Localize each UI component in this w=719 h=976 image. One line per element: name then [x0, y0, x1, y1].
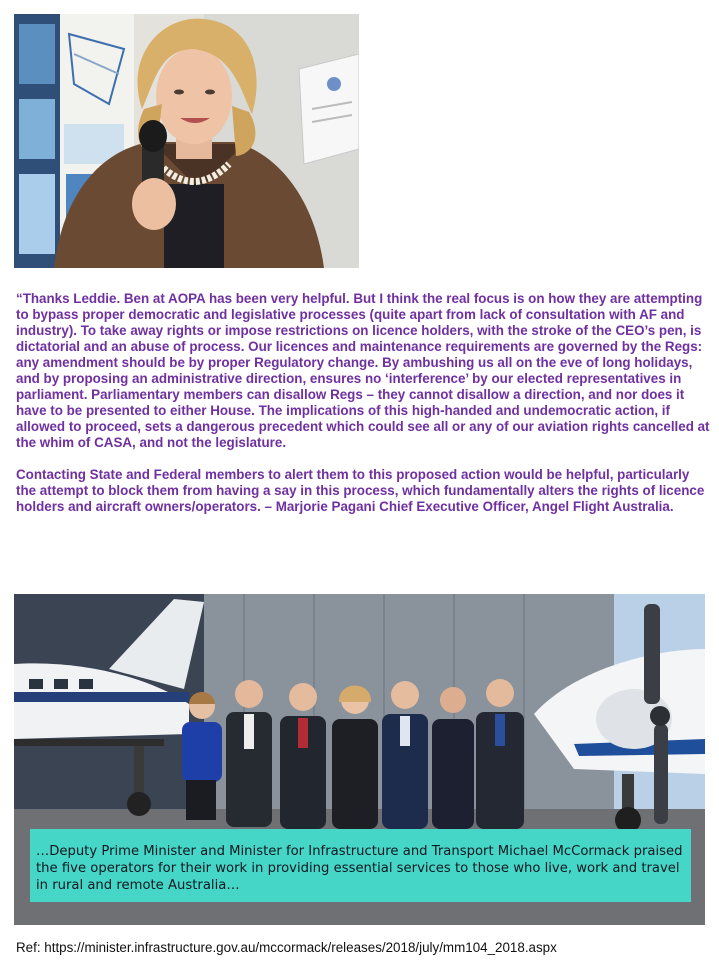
quote-block: [16, 291, 712, 531]
speaker-photo: [14, 14, 359, 268]
quote-paragraph-2: Contacting State and Federal members to alert them to this proposed action would be helpful, particularly the attempt to block them from having a say in this process, which fundamentally alters the rights of licence holders and aircraft owners/operators. – Marjorie Pagani Chief Executive Officer, Angel Flight Australia.: [16, 467, 705, 514]
photo-caption-box: [30, 829, 691, 902]
reference-link[interactable]: Ref: https://minister.infrastructure.gov.au/mccormack/releases/2018/july/mm104_2018.aspx: [16, 940, 557, 955]
photo-caption-text: …Deputy Prime Minister and Minister for Infrastructure and Transport Michael McCormack praised the five operators for their work in providing essential services to those who live, work and travel in rural and remote Australia…: [36, 844, 683, 893]
quote-paragraph-1: “Thanks Leddie. Ben at AOPA has been very helpful. But I think the real focus is on how they are attempting to bypass proper democratic and legislative processes (quite apart from lack of consultation with AF and industry). To take away rights or impose restrictions on licence holders, with the stroke of the CEO’s pen, is dictatorial and an abuse of process. Our licences and maintenance requirements are governed by the Regs: any amendment should be by proper Regulatory change. By ambushing us all on the eve of long holidays, and by proposing an administrative direction, ensures no ‘interference’ by our elected representatives in parliament. Parliamentary members can disallow Regs – they cannot disallow a direction, and nor does it have to be presented to either House. The implications of this high-handed and undemocratic action, if allowed to proceed, sets a dangerous precedent which could see all or any of our aviation rights cancelled at the whim of CASA, and not the legislature.: [16, 291, 710, 450]
speaker-photo-illustration: [14, 14, 359, 268]
